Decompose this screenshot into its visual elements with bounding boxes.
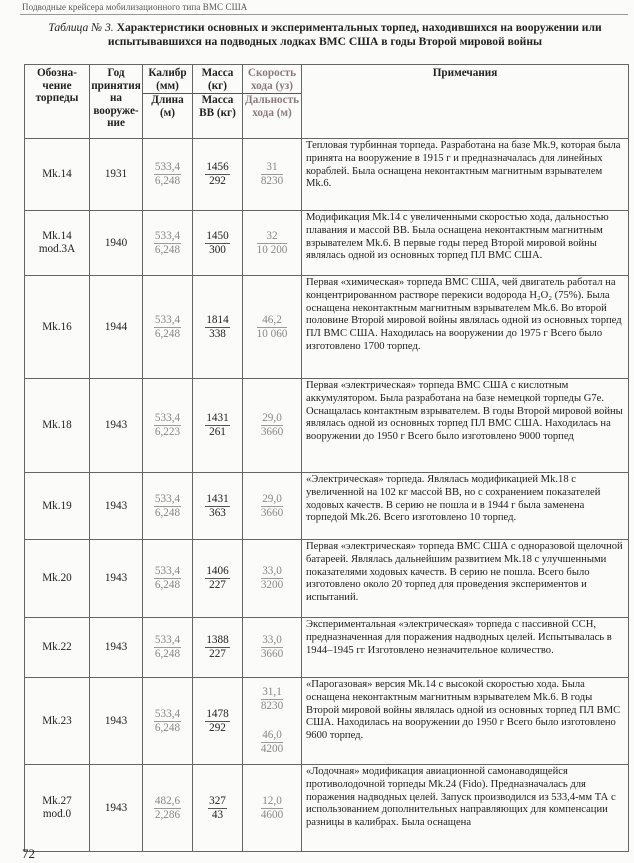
table-row: [25, 618, 629, 678]
mass-cell: [193, 379, 243, 473]
fraction-value: [205, 230, 229, 257]
mass-cell: [193, 540, 243, 618]
running-header: Подводные крейсера мобилизационного типа ВМС США: [22, 2, 248, 12]
mass-cell: [193, 678, 243, 765]
table-row: [25, 139, 629, 211]
header-mass-total: Масса (кг): [193, 67, 242, 94]
header-notes: Примечания: [302, 65, 629, 139]
speed-range-cell: [243, 765, 302, 852]
torpedo-designation: Mk.16: [42, 320, 72, 333]
torpedo-designation-cell: [25, 765, 90, 852]
range-value: 3660: [260, 506, 284, 519]
mass-ww-value: 338: [209, 327, 226, 340]
torpedo-designation-cell: [25, 211, 90, 276]
header-designation: Обозна-чение торпеды: [25, 65, 90, 139]
torpedo-modification: mod.0: [42, 808, 72, 820]
length-value: 6,248: [154, 721, 181, 734]
table-row: [25, 473, 629, 540]
length-value: 6,248: [154, 243, 181, 256]
length-value: 6,248: [154, 579, 181, 591]
speed-value: 12,0: [262, 794, 282, 807]
torpedo-designation: Mk.27: [42, 795, 72, 807]
year-cell: 1943: [90, 678, 143, 765]
caliber-length-cell: [143, 276, 193, 379]
header-mass: [193, 65, 243, 139]
length-value: 6,248: [154, 648, 181, 660]
speed-range-cell: [243, 139, 302, 211]
caliber-length-cell: [143, 618, 193, 678]
fraction-value: [154, 565, 181, 592]
notes-cell: «Парогазовая» версия Mk.14 с высокой скоростью хода. Была оснащена неконтактным магнитным взрывателем Mk.6. В годы Второй мировой войны являлась одной из основных торпед ПЛ ВМС США. Находилась на вооружении до 1950 г Всего было изготовлено 9600 торпед.: [302, 678, 629, 765]
table-row: [25, 540, 629, 618]
fraction-value: [154, 634, 181, 661]
notes-cell: «Электрическая» торпеда. Являлась модификацией Mk.18 с увеличенной на 102 кг массой ВВ, но с сохранением показателей ходовых качеств. В серию не пошла и в 1944 г была заменена торпедой Mk.26. Всего изготовлено 10 торпед.: [302, 473, 629, 540]
caliber-value: 533,4: [154, 707, 181, 720]
header-year: Год принятия на вооруже-ние: [90, 65, 143, 139]
header-mass-ww: Масса ВВ (кг): [199, 94, 236, 119]
fraction-value: [208, 795, 227, 822]
fraction-value: [205, 412, 229, 439]
caliber-length-cell: [143, 540, 193, 618]
torpedo-table: [24, 64, 629, 852]
torpedo-designation-cell: [25, 473, 90, 540]
header-length: Длина (м): [151, 94, 184, 119]
table-row: [25, 276, 629, 379]
mass-value: 327: [209, 794, 226, 807]
header-speed: Скорость хода (уз): [243, 67, 301, 94]
year-cell: 1943: [90, 379, 143, 473]
fraction-value: [154, 230, 181, 257]
year-cell: 1931: [90, 139, 143, 211]
notes-cell: Тепловая турбинная торпеда. Разработана на базе Mk.9, которая была принята на вооружение в 1915 г и предназначалась для линейных кораблей. Была оснащена неконтактным магнитным взрывателем Mk.6.: [302, 139, 629, 211]
torpedo-designation: Mk.14: [42, 168, 72, 180]
range-value: 3200: [260, 579, 284, 591]
table-header-row: [25, 65, 629, 139]
caliber-value: 533,4: [154, 313, 181, 326]
fraction-value: [205, 708, 229, 735]
fraction-value: [154, 314, 181, 341]
caliber-value: 533,4: [154, 565, 181, 577]
mass-ww-value: 292: [209, 175, 226, 187]
caliber-length-cell: [143, 379, 193, 473]
torpedo-designation: Mk.18: [42, 419, 72, 431]
fraction-value: [261, 412, 283, 439]
fraction-value: [261, 493, 283, 520]
range-value: 3660: [260, 648, 284, 660]
mass-value: 1450: [206, 229, 229, 242]
page-number: 72: [22, 846, 35, 861]
range-value: 8230: [260, 700, 284, 712]
notes-cell: Первая «электрическая» торпеда ВМС США с одноразовой щелочной батареей. Являлась дальнейшим развитием Mk.18 с улучшенными показателями ходовых качеств. В серию не пошла. Всего было изготовлено около 20 торпед для проведения экспериментов и испытаний.: [302, 540, 629, 618]
fraction-value: [154, 795, 181, 822]
table-row: [25, 765, 629, 852]
torpedo-designation-cell: [25, 540, 90, 618]
header-speed-range: [243, 65, 302, 139]
caliber-length-cell: [143, 211, 193, 276]
torpedo-modification: mod.3A: [38, 243, 76, 255]
fraction-value: [261, 161, 283, 188]
length-value: 6,223: [154, 426, 181, 438]
speed-range-cell: [243, 678, 302, 765]
torpedo-designation-cell: [25, 276, 90, 379]
header-caliber: Калибр (мм): [143, 67, 192, 94]
length-value: 6,248: [154, 327, 181, 340]
mass-ww-value: 43: [211, 808, 224, 821]
torpedo-designation: Mk.14: [42, 230, 72, 242]
spacer: [261, 713, 283, 729]
table-caption: [22, 21, 628, 49]
notes-cell: Экспериментальная «электрическая» торпеда с пассивной ССН, предназначенная для поражения надводных целей. Испытывалась в 1944–1945 гг Изготовлено незначительное количество.: [302, 618, 629, 678]
header-caliber-length: [143, 65, 193, 139]
speed-range-cell: [243, 211, 302, 276]
mass-ww-value: 300: [209, 243, 226, 256]
fraction-value: [261, 634, 283, 661]
length-value: 6,248: [154, 175, 181, 187]
caption-label: Таблица № 3.: [48, 21, 114, 34]
mass-ww-value: 227: [209, 579, 226, 591]
speed-value-2: 46,0: [262, 729, 282, 741]
torpedo-designation: Mk.23: [42, 714, 72, 727]
torpedo-designation-cell: [25, 379, 90, 473]
year-cell: 1943: [90, 540, 143, 618]
caliber-length-cell: [143, 139, 193, 211]
mass-value: 1431: [206, 412, 229, 424]
fraction-value: [205, 634, 229, 661]
range-value: 3660: [260, 426, 284, 438]
notes-cell: Первая «электрическая» торпеда ВМС США с кислотным аккумулятором. Была разработана на базе немецкой торпеды G7e. Оснащалась контактным взрывателем. В годы Второй мировой войны являлась одной из основных торпед ПЛ ВМС США. Находилась на вооружении до 1950 г Всего было изготовлено 9000 торпед: [302, 379, 629, 473]
fraction-value: [257, 230, 288, 257]
header-rule: [20, 14, 628, 15]
caliber-length-cell: [143, 678, 193, 765]
speed-value: 29,0: [262, 492, 282, 505]
length-value: 2,286: [154, 808, 181, 821]
speed-value: 33,0: [262, 634, 282, 646]
caliber-value: 533,4: [154, 229, 181, 242]
speed-value: 46,2: [257, 314, 288, 328]
range-value: 10 200: [256, 243, 288, 256]
caliber-value: 533,4: [154, 492, 181, 505]
year-cell: 1943: [90, 765, 143, 852]
fraction-value: [261, 565, 283, 592]
fraction-value: [257, 314, 288, 341]
year-cell: 1943: [90, 473, 143, 540]
fraction-value: [154, 412, 181, 439]
speed-range-cell: [243, 540, 302, 618]
range-value-2: 4200: [260, 743, 284, 755]
fraction-value: [205, 161, 229, 188]
speed-value: 31: [261, 161, 283, 175]
torpedo-designation: Mk.22: [42, 641, 72, 653]
mass-ww-value: 261: [209, 426, 226, 438]
length-value: 6,248: [154, 506, 181, 519]
mass-cell: [193, 765, 243, 852]
table-row: [25, 379, 629, 473]
mass-value: 1406: [206, 565, 229, 577]
mass-value: 1388: [206, 634, 229, 646]
fraction-value: [205, 565, 229, 592]
mass-value: 1431: [206, 492, 229, 505]
fraction-value: [154, 161, 181, 188]
range-value: 8230: [260, 175, 284, 187]
range-value: 4600: [260, 808, 284, 821]
torpedo-designation: Mk.19: [42, 499, 72, 512]
speed-range-cell: [243, 618, 302, 678]
mass-value: 1456: [206, 161, 229, 173]
speed-value: 33,0: [262, 565, 282, 577]
fraction-value: [261, 795, 283, 822]
mass-cell: [193, 618, 243, 678]
speed-value: 32: [257, 230, 288, 244]
notes-cell: Модификация Mk.14 с увеличенными скоростью хода, дальностью плавания и массой ВВ. Была оснащена неконтактным магнитным взрывателем Mk.6. В первые годы перед Второй мировой войны являлась одной из основных торпед ПЛ ВМС США.: [302, 211, 629, 276]
caliber-value: 533,4: [154, 161, 181, 173]
mass-cell: [193, 139, 243, 211]
speed-value: 31,1: [262, 686, 282, 698]
torpedo-designation-cell: [25, 678, 90, 765]
caliber-value: 533,4: [154, 634, 181, 646]
notes-cell: «Лодочная» модификация авиационной самонаводящейся противолодочной торпеды Mk.24 (Fido). Предназначалась для поражения надводных целей. Запуск производился из 533,4-мм ТА с использованием дополнительных направляющих для компенсации разницы в калибрах. Была оснащена: [302, 765, 629, 852]
fraction-value: [154, 708, 181, 735]
fraction-value: [154, 493, 181, 520]
speed-range-cell: [243, 379, 302, 473]
range-value: 10 060: [256, 327, 288, 340]
mass-ww-value: 292: [209, 721, 226, 734]
torpedo-designation: Mk.20: [42, 572, 72, 584]
notes-cell: Первая «химическая» торпеда ВМС США, чей двигатель работал на концентрированном растворе перекиси водорода H₂O₂ (75%). Была оснащена неконтактным магнитным взрывателем Mk.6. Во второй половине Второй мировой войны являлась одной из основных торпед ПЛ ВМС США. Находилась на вооружении до 1975 г Всего было изготовлено 1700 торпед.: [302, 276, 629, 379]
mass-cell: [193, 211, 243, 276]
fraction-value: [205, 314, 229, 341]
caliber-value: 482,6: [154, 794, 181, 807]
speed-value: 29,0: [262, 412, 282, 424]
torpedo-designation-cell: [25, 618, 90, 678]
mass-ww-value: 363: [209, 506, 226, 519]
mass-ww-value: 227: [209, 648, 226, 660]
year-cell: 1944: [90, 276, 143, 379]
mass-cell: [193, 276, 243, 379]
caliber-value: 533,4: [154, 412, 181, 424]
fraction-value: [205, 493, 229, 520]
mass-value: 1478: [206, 707, 229, 720]
caliber-length-cell: [143, 765, 193, 852]
caption-title: Характеристики основных и экспериментальных торпед, находившихся на вооружении или испытывавшихся на подводных лодках ВМС США в годы Второй мировой войны: [107, 21, 602, 48]
year-cell: 1943: [90, 618, 143, 678]
year-cell: 1940: [90, 211, 143, 276]
speed-range-stack: [261, 686, 283, 756]
speed-range-cell: [243, 473, 302, 540]
header-range: Дальность хода (м): [245, 94, 299, 119]
torpedo-designation-cell: [25, 139, 90, 211]
table-row: [25, 678, 629, 765]
mass-cell: [193, 473, 243, 540]
caliber-length-cell: [143, 473, 193, 540]
fraction-value: [261, 686, 283, 713]
fraction-value: [261, 729, 283, 756]
speed-range-cell: [243, 276, 302, 379]
mass-value: 1814: [206, 313, 229, 326]
table-row: [25, 211, 629, 276]
table-body: [25, 139, 629, 852]
